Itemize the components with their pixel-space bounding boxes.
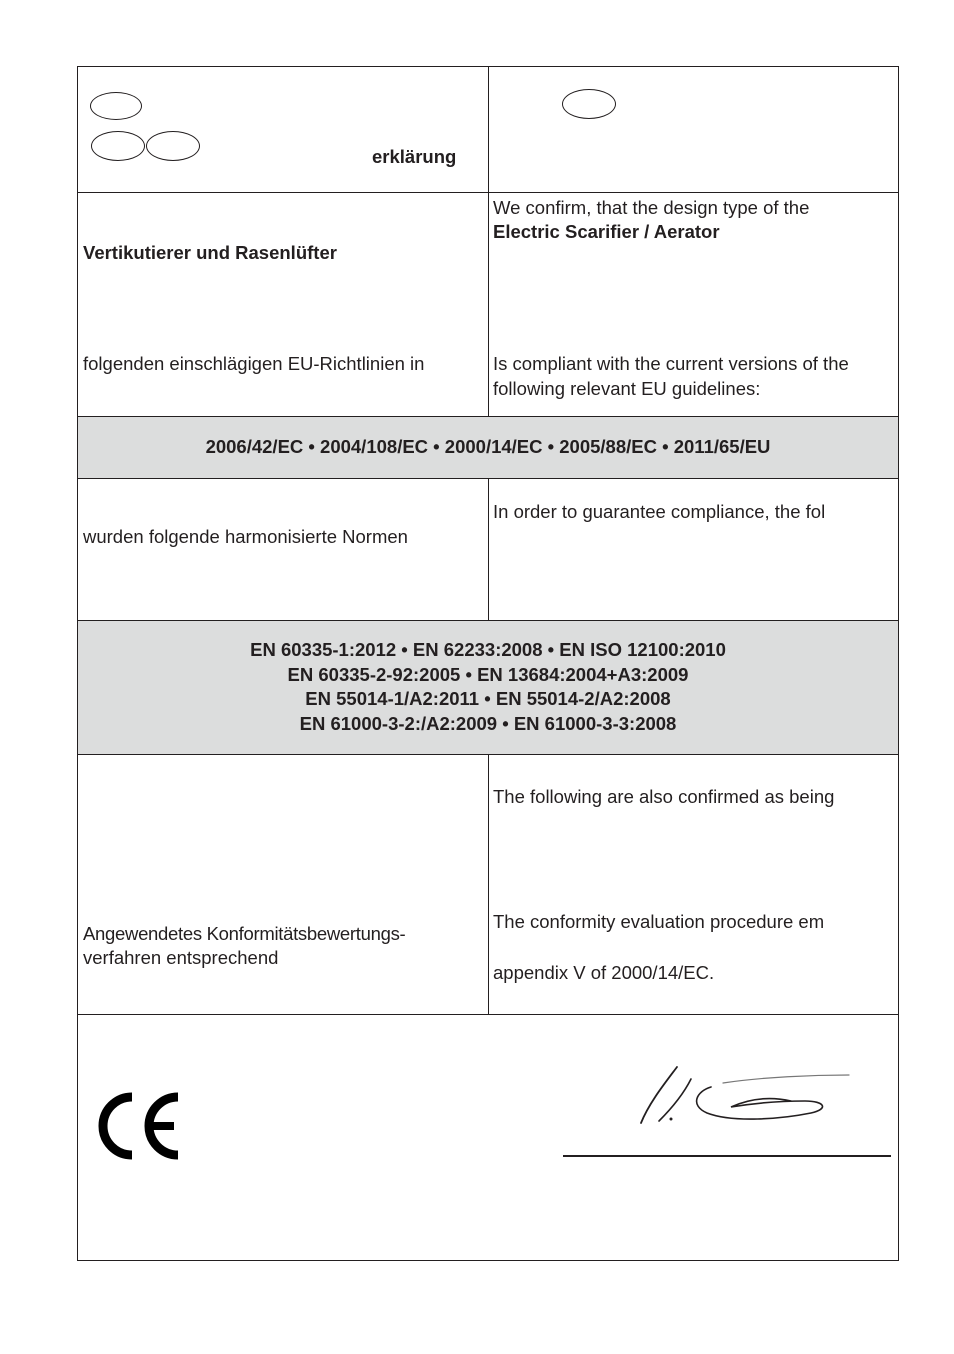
column-divider [488,67,489,417]
de-guidelines-text: folgenden einschlägigen EU-Richtlinien in [83,353,425,374]
en-product-intro: We confirm, that the design type of the [493,197,810,218]
en-guidelines-line2: following relevant EU guidelines: [493,378,761,399]
language-oval-left [91,131,145,161]
norm-line: EN 60335-1:2012 • EN 62233:2008 • EN ISO 12100:2010 [250,639,726,660]
norms-band [78,621,898,754]
en-conformity-line1: The conformity evaluation procedure em [493,911,825,932]
signature-icon [633,1061,858,1131]
de-conformity-line1: Angewendetes Konformitätsbewertungs- [83,923,406,944]
language-oval-en [562,89,616,119]
column-divider [488,754,489,1015]
norm-line: EN 60335-2-92:2005 • EN 13684:2004+A3:2009 [287,663,689,685]
language-oval-right [146,131,200,161]
column-divider [488,478,489,621]
en-guidelines-line1: Is compliant with the current versions of the [493,353,849,374]
de-product-name: Vertikutierer und Rasenlüfter [83,242,337,263]
en-product-name: Electric Scarifier / Aerator [493,221,720,242]
en-norms-text: In order to guarantee compliance, the fol [493,501,826,522]
ce-mark-icon [98,1091,182,1161]
de-norms-text: wurden folgende harmonisierte Normen [83,526,408,547]
norm-line: EN 55014-1/A2:2011 • EN 55014-2/A2:2008 [305,688,671,709]
declaration-table [77,66,899,1261]
de-title-suffix: erklärung [372,146,457,167]
language-oval-de [90,92,142,120]
en-confirmed-text: The following are also confirmed as being [493,786,835,807]
de-conformity-line2: verfahren entsprechend [83,947,279,968]
signature-line [563,1155,891,1157]
en-conformity-line2: appendix V of 2000/14/EC. [493,962,715,983]
guidelines-band [78,417,898,478]
norm-line: EN 61000-3-2:/A2:2009 • EN 61000-3-3:2008 [299,712,677,734]
guidelines-list: 2006/42/EC • 2004/108/EC • 2000/14/EC • 2005/88/EC • 2011/65/EU [205,436,771,457]
